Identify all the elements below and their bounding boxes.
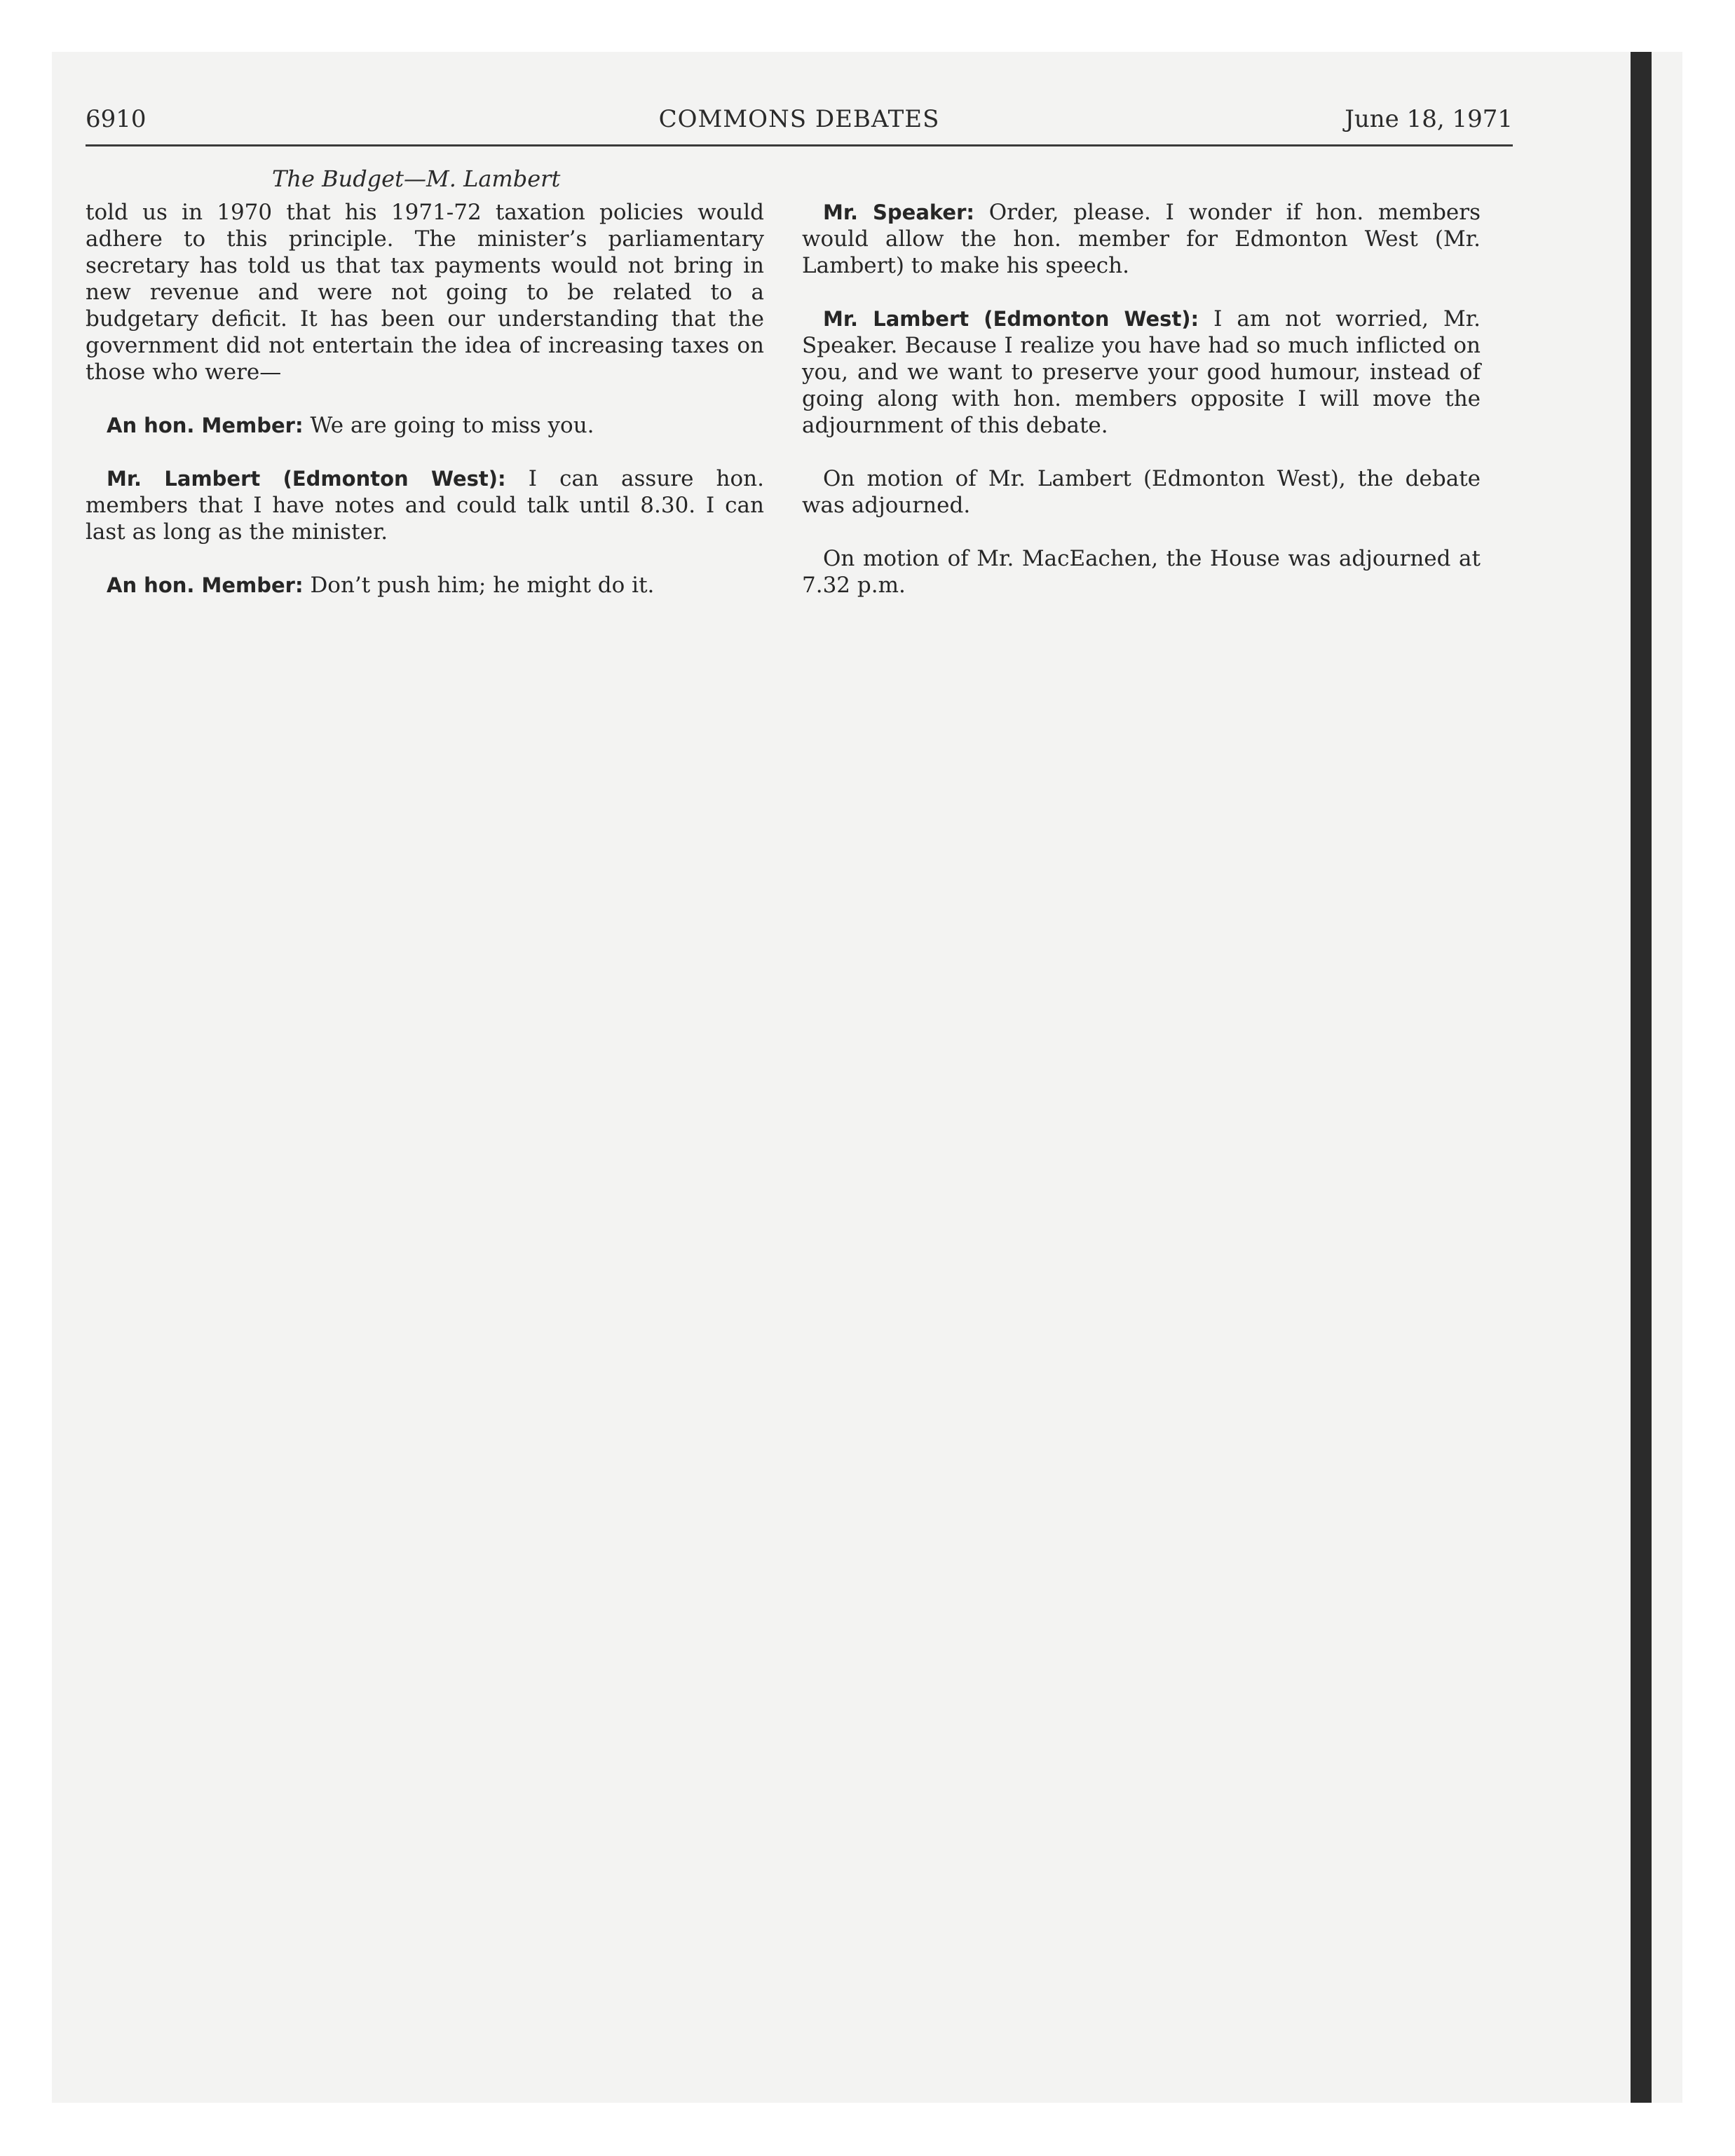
paragraph-text: On motion of Mr. Lambert (Edmonton West), the debate was adjourned. [802, 466, 1481, 518]
paragraph-text: Order, please. I wonder if hon. members would allow the hon. member for Edmonton West (Mr. Lambert) to make his speech. [802, 200, 1481, 278]
paragraph-text: told us in 1970 that his 1971-72 taxation policies would adhere to this principle. The minister’s parliamentary secretary has told us that tax payments would not bring in new revenue and were not going to be related to a budgetary deficit. It has been our understanding that the government did not entertain the idea of increasing taxes on those who were— [86, 200, 764, 385]
paragraph-text: We are going to miss you. [310, 413, 594, 438]
journal-title: COMMONS DEBATES [658, 105, 940, 133]
page-header [86, 105, 1513, 146]
paragraph [86, 572, 764, 599]
paragraph [802, 306, 1481, 439]
paragraph [86, 412, 764, 439]
paragraph-text: On motion of Mr. MacEachen, the House was adjourned at 7.32 p.m. [802, 546, 1481, 598]
paragraph-text: I am not worried, Mr. Speaker. Because I realize you have had so much inflicted on you, and we want to preserve your good humour, instead of going along with hon. members opposite I will move the adjournment of this debate. [802, 306, 1481, 438]
paragraph [802, 199, 1481, 279]
page-number: 6910 [86, 105, 147, 133]
paragraph-text: Don’t push him; he might do it. [310, 573, 655, 598]
paragraph-text: I can assure hon. members that I have notes and could talk until 8.30. I can last as long as the minister. [86, 466, 765, 545]
speaker-name: An hon. Member: [107, 573, 304, 597]
speaker-name: Mr. Lambert (Edmonton West): [107, 467, 506, 491]
paragraph [86, 199, 764, 386]
speaker-name: Mr. Speaker: [823, 200, 974, 224]
running-head: The Budget—M. Lambert [272, 165, 561, 192]
paragraph [802, 545, 1481, 599]
left-column [86, 199, 764, 625]
right-column [802, 199, 1481, 625]
speaker-name: An hon. Member: [107, 414, 304, 437]
scan-edge-bar [1631, 52, 1652, 2103]
paragraph [802, 465, 1481, 519]
paragraph [86, 465, 764, 545]
page-date: June 18, 1971 [1345, 105, 1513, 133]
speaker-name: Mr. Lambert (Edmonton West): [823, 307, 1199, 331]
